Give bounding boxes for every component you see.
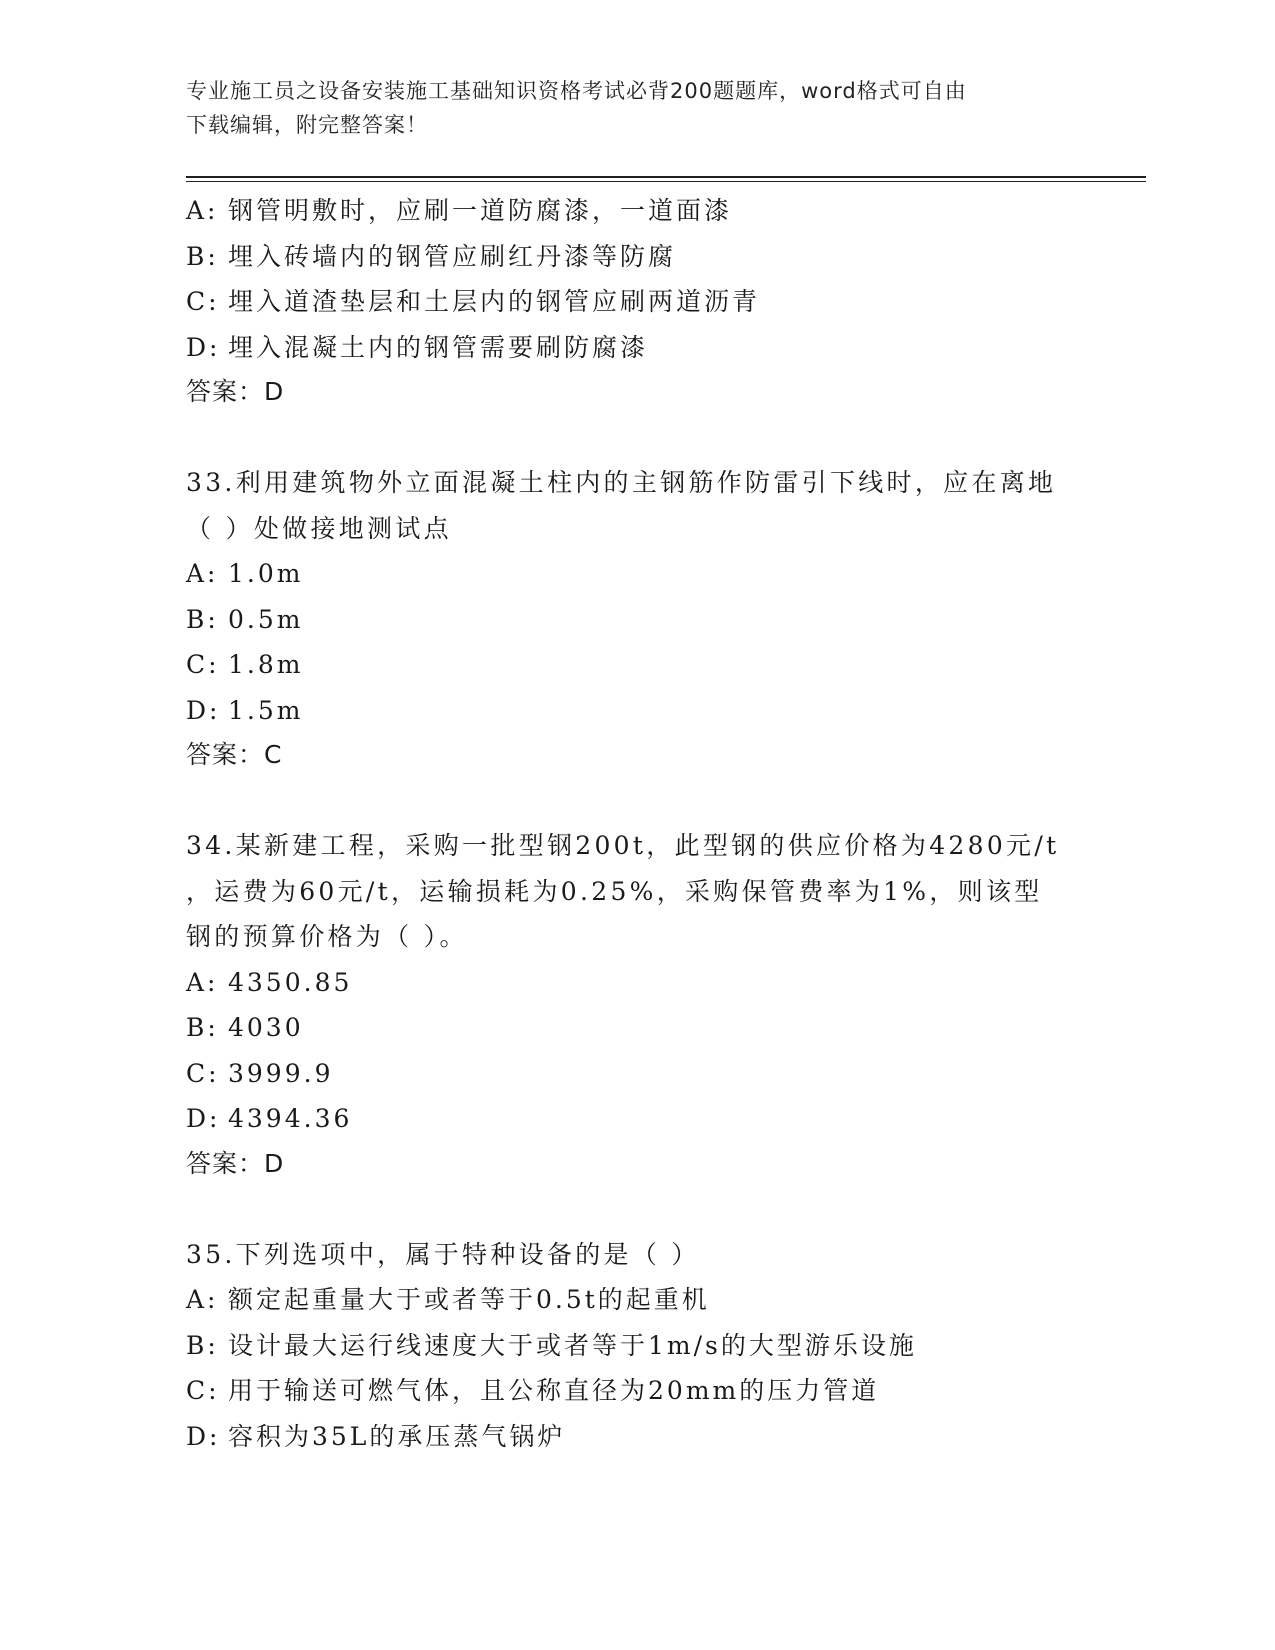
spacer bbox=[186, 777, 1066, 823]
option-row bbox=[186, 1005, 1066, 1051]
option-text: 4350.85 bbox=[228, 967, 353, 997]
option-row bbox=[186, 1368, 1066, 1414]
option-text: 埋入混凝土内的钢管需要刷防腐漆 bbox=[228, 332, 649, 362]
option-row bbox=[186, 642, 1066, 688]
option-row bbox=[186, 551, 1066, 597]
option-row bbox=[186, 1323, 1066, 1369]
spacer bbox=[186, 414, 1066, 460]
option-letter: D: bbox=[186, 332, 221, 362]
option-letter: B: bbox=[186, 241, 219, 271]
option-text: 容积为35L的承压蒸气锅炉 bbox=[228, 1421, 566, 1451]
option-text: 埋入道渣垫层和土层内的钢管应刷两道沥青 bbox=[228, 287, 761, 316]
question-stem bbox=[186, 460, 1066, 551]
option-row bbox=[186, 234, 1066, 280]
option-text: 1.0m bbox=[228, 559, 304, 588]
option-row bbox=[186, 1051, 1066, 1097]
option-row bbox=[186, 1414, 1066, 1460]
option-letter: C: bbox=[186, 650, 220, 679]
stem-line: 35.下列选项中，属于特种设备的是（ ） bbox=[186, 1239, 700, 1269]
option-letter: A: bbox=[186, 559, 219, 588]
option-letter: B: bbox=[186, 1330, 219, 1360]
option-letter: D: bbox=[186, 1421, 221, 1451]
option-letter: B: bbox=[186, 1013, 219, 1042]
option-letter: C: bbox=[186, 1058, 220, 1088]
option-letter: D: bbox=[186, 1104, 221, 1133]
stem-line: 33.利用建筑物外立面混凝土柱内的主钢筋作防雷引下线时，应在离地 bbox=[186, 468, 1057, 497]
question-content bbox=[186, 188, 1066, 1459]
question-34-block bbox=[186, 823, 1066, 1186]
header-divider-thick bbox=[186, 176, 1146, 178]
option-row bbox=[186, 1096, 1066, 1142]
option-text: 3999.9 bbox=[228, 1058, 334, 1088]
header-line-1: 专业施工员之设备安装施工基础知识资格考试必背200题题库，word格式可自由 bbox=[186, 79, 967, 103]
option-row bbox=[186, 279, 1066, 325]
option-row bbox=[186, 325, 1066, 371]
option-text: 埋入砖墙内的钢管应刷红丹漆等防腐 bbox=[228, 241, 677, 271]
option-letter: A: bbox=[186, 1285, 219, 1314]
stem-line: ，运费为60元/t，运输损耗为0.25%，采购保管费率为1%，则该型 bbox=[186, 876, 1043, 906]
stem-line: 钢的预算价格为（ ）。 bbox=[186, 922, 468, 951]
question-stem bbox=[186, 823, 1066, 960]
option-letter: C: bbox=[186, 287, 220, 316]
answer-line: 答案：D bbox=[186, 377, 285, 406]
option-row bbox=[186, 1277, 1066, 1323]
option-text: 4030 bbox=[228, 1013, 304, 1042]
option-letter: B: bbox=[186, 604, 219, 634]
option-row bbox=[186, 597, 1066, 643]
option-letter: A: bbox=[186, 967, 219, 997]
option-letter: C: bbox=[186, 1376, 220, 1405]
option-text: 用于输送可燃气体，且公称直径为20mm的压力管道 bbox=[228, 1376, 880, 1405]
option-letter: D: bbox=[186, 695, 221, 725]
option-text: 额定起重量大于或者等于0.5t的起重机 bbox=[228, 1285, 710, 1314]
option-row bbox=[186, 188, 1066, 234]
question-stem bbox=[186, 1232, 1066, 1278]
answer-line: 答案：C bbox=[186, 740, 283, 769]
option-text: 0.5m bbox=[228, 604, 304, 634]
option-letter: A: bbox=[186, 196, 219, 225]
option-row bbox=[186, 688, 1066, 734]
question-35-block bbox=[186, 1232, 1066, 1460]
option-text: 1.8m bbox=[228, 650, 304, 679]
option-text: 设计最大运行线速度大于或者等于1m/s的大型游乐设施 bbox=[228, 1330, 917, 1360]
option-row bbox=[186, 960, 1066, 1006]
question-32-block bbox=[186, 188, 1066, 414]
document-header bbox=[186, 74, 1066, 142]
option-text: 1.5m bbox=[228, 695, 304, 725]
stem-line: 34.某新建工程，采购一批型钢200t，此型钢的供应价格为4280元/t bbox=[186, 831, 1060, 860]
option-text: 4394.36 bbox=[228, 1104, 353, 1133]
stem-line: （ ）处做接地测试点 bbox=[186, 513, 452, 543]
answer-line: 答案：D bbox=[186, 1148, 285, 1178]
option-text: 钢管明敷时，应刷一道防腐漆，一道面漆 bbox=[228, 196, 733, 225]
spacer bbox=[186, 1186, 1066, 1232]
question-33-block bbox=[186, 460, 1066, 777]
header-divider-thin bbox=[186, 181, 1146, 182]
header-line-2: 下载编辑，附完整答案！ bbox=[186, 113, 428, 137]
